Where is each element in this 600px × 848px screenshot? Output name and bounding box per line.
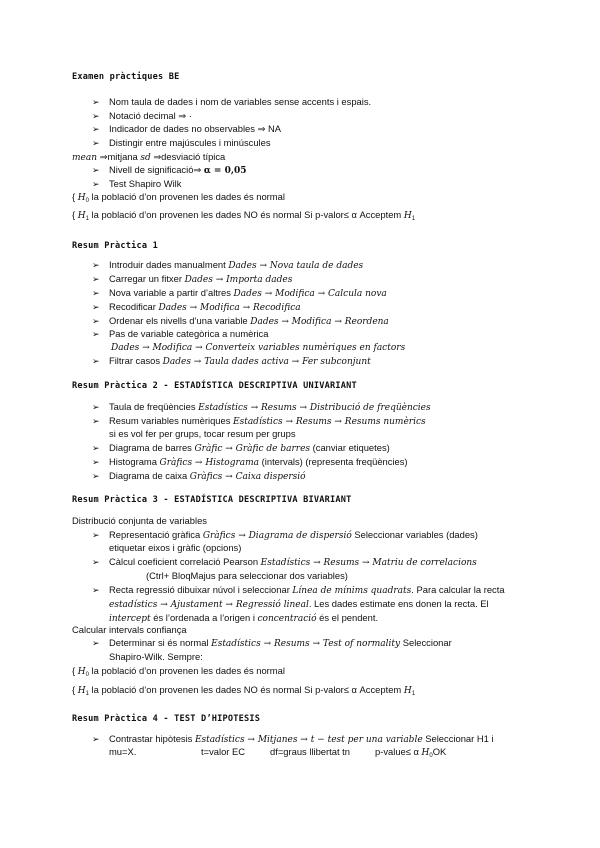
- section-title-practica-1: Resum Pràctica 1: [72, 241, 158, 251]
- hypothesis-h0: { $H_0$ la població d’on provenen les dades és normal: [72, 665, 285, 678]
- arrowhead-bullet-icon: ➢: [92, 638, 100, 648]
- list-item: ➢ Pas de variable categòrica a numèrica: [92, 328, 269, 339]
- arrowhead-bullet-icon: ➢: [92, 138, 100, 148]
- arrowhead-bullet-icon: ➢: [92, 443, 100, 453]
- list-item: ➢ Diagrama de barres Gràfic → Gràfic de barres (canviar etiquetes): [92, 442, 390, 454]
- arrowhead-bullet-icon: ➢: [92, 97, 100, 107]
- arrowhead-bullet-icon: ➢: [92, 734, 100, 744]
- list-item: ➢ Càlcul coeficient correlació Pearson Estadístics → Resums → Matriu de correlacions: [92, 556, 477, 568]
- list-item-continuation: t=valor EC: [201, 746, 246, 757]
- list-item: ➢ Test Shapiro Wilk: [92, 178, 182, 189]
- list-item-continuation: df=graus llibertat tn: [270, 746, 350, 757]
- list-item: ➢ Ordenar els nivells d’una variable Dades → Modifica → Reordena: [92, 315, 389, 327]
- list-item-continuation: Shapiro-Wilk. Sempre:: [109, 651, 203, 662]
- arrowhead-bullet-icon: ➢: [92, 124, 100, 134]
- list-item: ➢ Contrastar hipòtesis Estadístics → Mitjanes → t − test per una variable Seleccionar H1 i: [92, 733, 494, 745]
- arrowhead-bullet-icon: ➢: [92, 329, 100, 339]
- list-item: ➢ Recodificar Dades → Modifica → Recodifica: [92, 301, 301, 313]
- arrowhead-bullet-icon: ➢: [92, 530, 100, 540]
- hypothesis-h0: { $H_0$ la població d’on provenen les dades és normal: [72, 191, 285, 204]
- list-item: ➢ Diagrama de caixa Gràfics → Caixa dispersió: [92, 470, 306, 482]
- section-title-practica-2: Resum Pràctica 2 - ESTADÍSTICA DESCRIPTIVA UNIVARIANT: [72, 381, 357, 391]
- list-item: ➢ Resum variables numèriques Estadístics → Resums → Resums numèrics: [92, 415, 426, 427]
- arrowhead-bullet-icon: ➢: [92, 165, 100, 175]
- arrowhead-bullet-icon: ➢: [92, 356, 100, 366]
- arrowhead-bullet-icon: ➢: [92, 471, 100, 481]
- list-item: ➢ Nova variable a partir d’altres Dades → Modifica → Calcula nova: [92, 287, 387, 299]
- definition-line: mean ⇒mitjana sd ⇒desviació típica: [72, 151, 226, 163]
- arrowhead-bullet-icon: ➢: [92, 585, 100, 595]
- arrowhead-bullet-icon: ➢: [92, 274, 100, 284]
- arrowhead-bullet-icon: ➢: [92, 179, 100, 189]
- section-title-practica-4: Resum Pràctica 4 - TEST D’HIPOTESIS: [72, 714, 261, 724]
- arrowhead-bullet-icon: ➢: [92, 302, 100, 312]
- list-item: ➢ Carregar un fitxer Dades → Importa dades: [92, 273, 293, 285]
- list-item: ➢ Distingir entre majúscules i minúscules: [92, 137, 271, 148]
- list-item: ➢ Indicador de dades no observables ⇒ NA: [92, 123, 282, 134]
- arrowhead-bullet-icon: ➢: [92, 260, 100, 270]
- list-item-continuation: Dades → Modifica → Converteix variables numèriques en factors: [111, 343, 406, 353]
- arrowhead-bullet-icon: ➢: [92, 557, 100, 567]
- paragraph: Calcular intervals confiança: [72, 624, 187, 635]
- list-item: ➢ Taula de freqüències Estadístics → Resums → Distribució de freqüències: [92, 401, 431, 413]
- list-item-continuation: si es vol fer per grups, tocar resum per grups: [109, 428, 296, 439]
- hypothesis-h1: { $H_1$ la població d’on provenen les dades NO és normal Si p-valor≤ α Acceptem $H_1$: [72, 684, 416, 697]
- section-title-practica-3: Resum Pràctica 3 - ESTADÍSTICA DESCRIPTIVA BIVARIANT: [72, 495, 352, 505]
- hypothesis-h1: { $H_1$ la població d’on provenen les dades NO és normal Si p-valor≤ α Acceptem $H_1$: [72, 209, 416, 222]
- list-item: ➢ Histograma Gràfics → Histograma (intervals) (representa freqüències): [92, 456, 408, 468]
- list-item: ➢ Filtrar casos Dades → Taula dades activa → Fer subconjunt: [92, 355, 371, 367]
- list-item-continuation: (Ctrl+ BloqMajus para seleccionar dos variables): [146, 570, 348, 581]
- list-item: ➢ Introduir dades manualment Dades → Nova taula de dades: [92, 259, 364, 271]
- list-item: ➢ Representació gràfica Gràfics → Diagrama de dispersió Seleccionar variables (dades): [92, 529, 478, 541]
- section-title-exam: Examen pràctiques BE: [72, 72, 180, 82]
- list-item: ➢ Nom taula de dades i nom de variables sense accents i espais.: [92, 96, 372, 107]
- list-item: ➢ Nivell de significació⇒ α = 0,05: [92, 164, 247, 176]
- paragraph: Distribució conjunta de variables: [72, 515, 207, 526]
- arrowhead-bullet-icon: ➢: [92, 316, 100, 326]
- list-item-continuation: mu=X.: [109, 746, 137, 757]
- arrowhead-bullet-icon: ➢: [92, 416, 100, 426]
- list-item: ➢ Notació decimal ⇒ ·: [92, 110, 192, 121]
- list-item-continuation: p-value≤ α $H_0OK$: [375, 746, 447, 759]
- list-item-continuation: estadístics → Ajustament → Regressió lineal. Les dades estimate ens donen la recta. El: [109, 598, 489, 610]
- list-item-continuation: intercept és l’ordenada a l’origen i concentració és el pendent.: [109, 612, 379, 624]
- arrowhead-bullet-icon: ➢: [92, 288, 100, 298]
- arrowhead-bullet-icon: ➢: [92, 457, 100, 467]
- arrowhead-bullet-icon: ➢: [92, 111, 100, 121]
- list-item-continuation: etiquetar eixos i gràfic (opcions): [109, 542, 242, 553]
- list-item: ➢ Recta regressió dibuixar núvol i seleccionar Línea de mínims quadrats. Para calcular la recta: [92, 584, 505, 596]
- list-item: ➢ Determinar si és normal Estadístics → Resums → Test of normality Seleccionar: [92, 637, 452, 649]
- arrowhead-bullet-icon: ➢: [92, 402, 100, 412]
